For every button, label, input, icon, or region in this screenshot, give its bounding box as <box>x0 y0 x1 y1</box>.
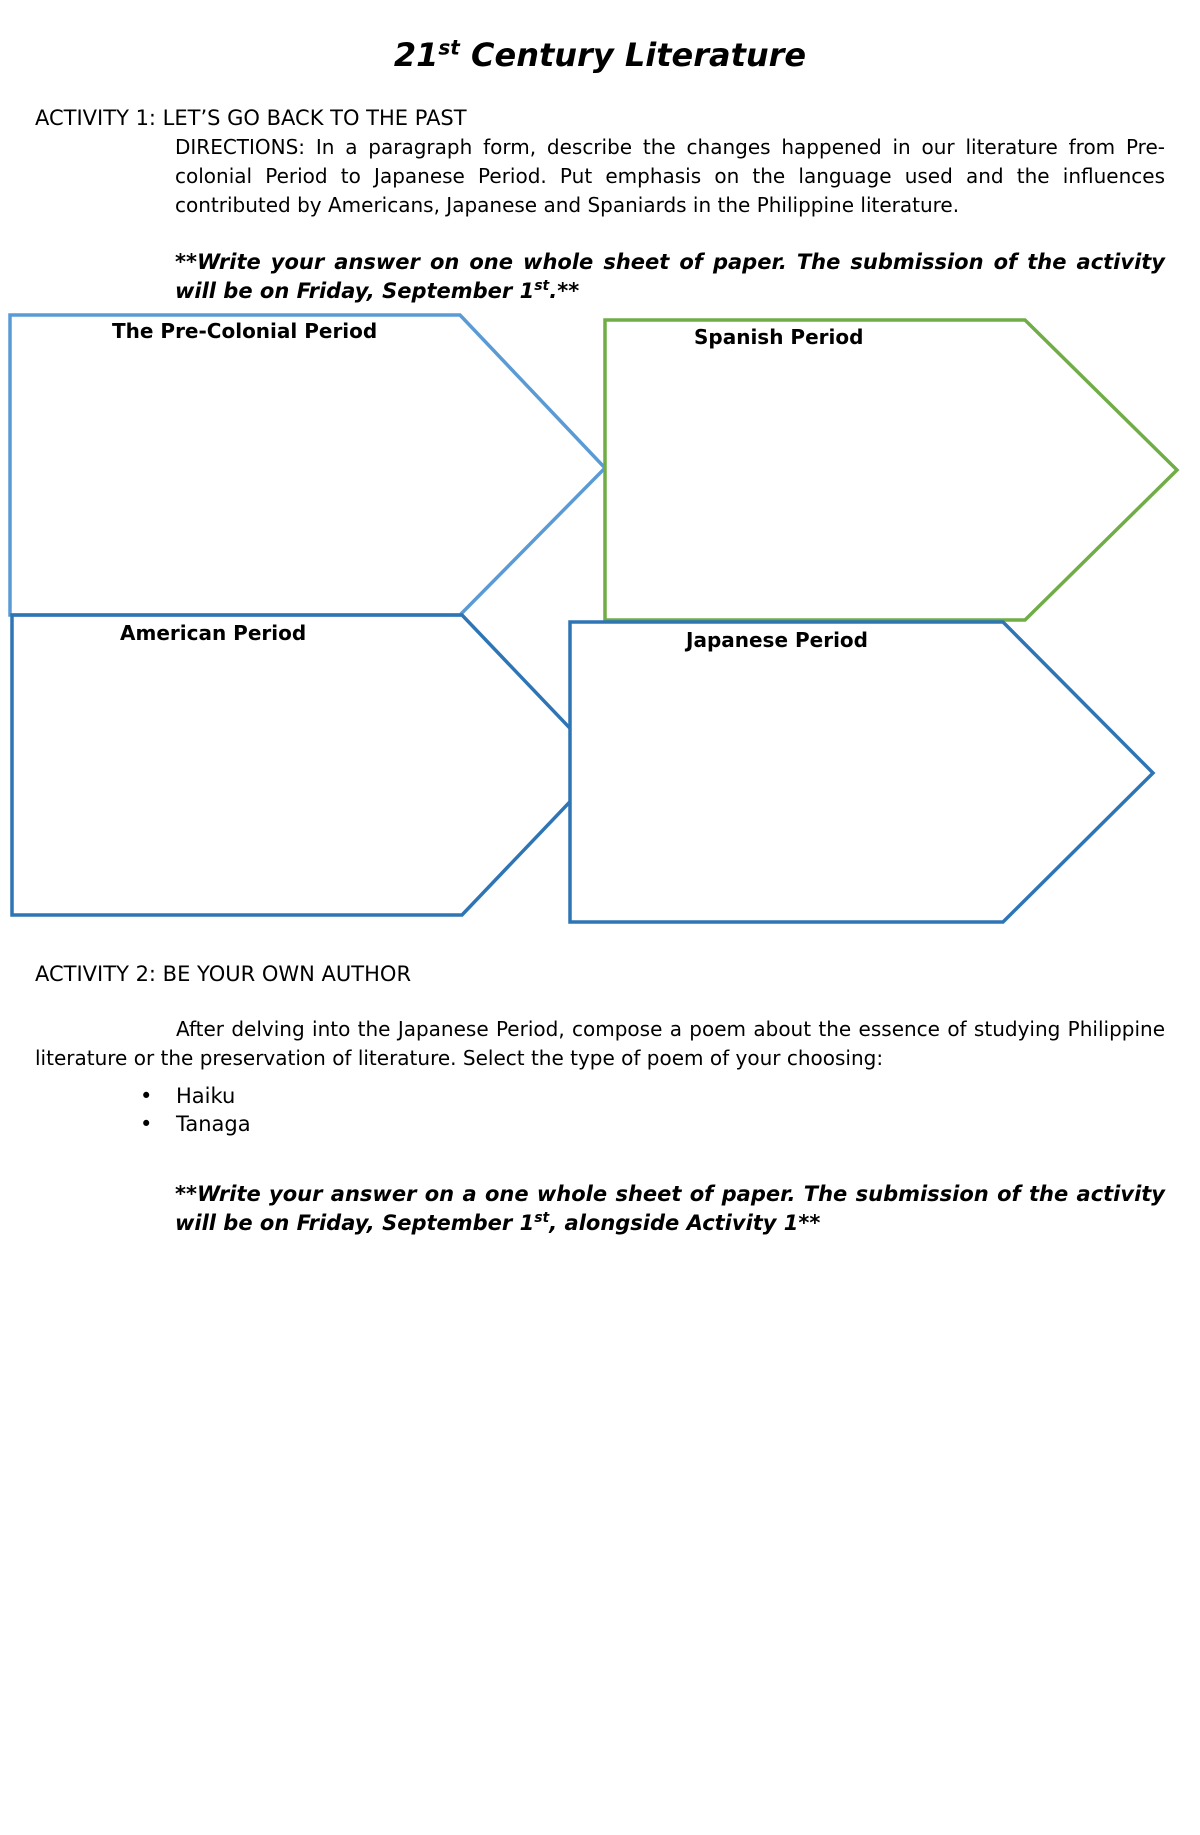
activity2-note-text: **Write your answer on a one whole sheet of paper. The submission of the activity will be on Friday, September 1 <box>175 1182 1165 1235</box>
poem-type-list <box>140 1082 251 1138</box>
label-spanish-period: Spanish Period <box>694 325 864 349</box>
activity1-heading: ACTIVITY 1: LET’S GO BACK TO THE PAST <box>35 106 467 130</box>
label-precolonial-period: The Pre-Colonial Period <box>112 319 378 343</box>
label-japanese-period: Japanese Period <box>686 628 868 652</box>
pentagon-japanese <box>570 622 1153 922</box>
activity1-note-text: **Write your answer on one whole sheet of paper. The submission of the activity will be on Friday, September 1 <box>175 250 1165 303</box>
activity1-submission-note <box>175 248 1165 306</box>
pentagon-precolonial <box>10 315 605 615</box>
activity2-submission-note <box>175 1180 1165 1238</box>
list-item: • Haiku <box>140 1082 251 1110</box>
activity2-note-end: , alongside Activity 1** <box>549 1211 821 1235</box>
title-number: 21 <box>393 36 439 74</box>
activity2-instructions-text: After delving into the Japanese Period, compose a poem about the essence of studying Philippine literature or the preservation of literature. Select the type of poem of your choosing: <box>35 1017 1165 1070</box>
activity1-note-end: .** <box>549 279 580 303</box>
title-text: Century Literature <box>459 36 807 74</box>
activity2-heading: ACTIVITY 2: BE YOUR OWN AUTHOR <box>35 962 412 986</box>
list-item: • Tanaga <box>140 1110 251 1138</box>
title-superscript: st <box>438 35 460 60</box>
activity1-note-superscript: st <box>534 278 550 294</box>
label-american-period: American Period <box>120 621 307 645</box>
activity2-instructions <box>35 1015 1165 1073</box>
activity1-directions: DIRECTIONS: In a paragraph form, describe the changes happened in our literature from Pre-colonial Period to Japanese Period. Put emphasis on the language used and the influences contributed by Americans, Japanese and Spaniards in the Philippine literature. <box>175 135 1165 217</box>
activity2-note-superscript: st <box>534 1210 550 1226</box>
pentagon-american <box>12 615 605 915</box>
pentagon-spanish <box>605 320 1177 620</box>
page-title <box>0 30 1200 80</box>
